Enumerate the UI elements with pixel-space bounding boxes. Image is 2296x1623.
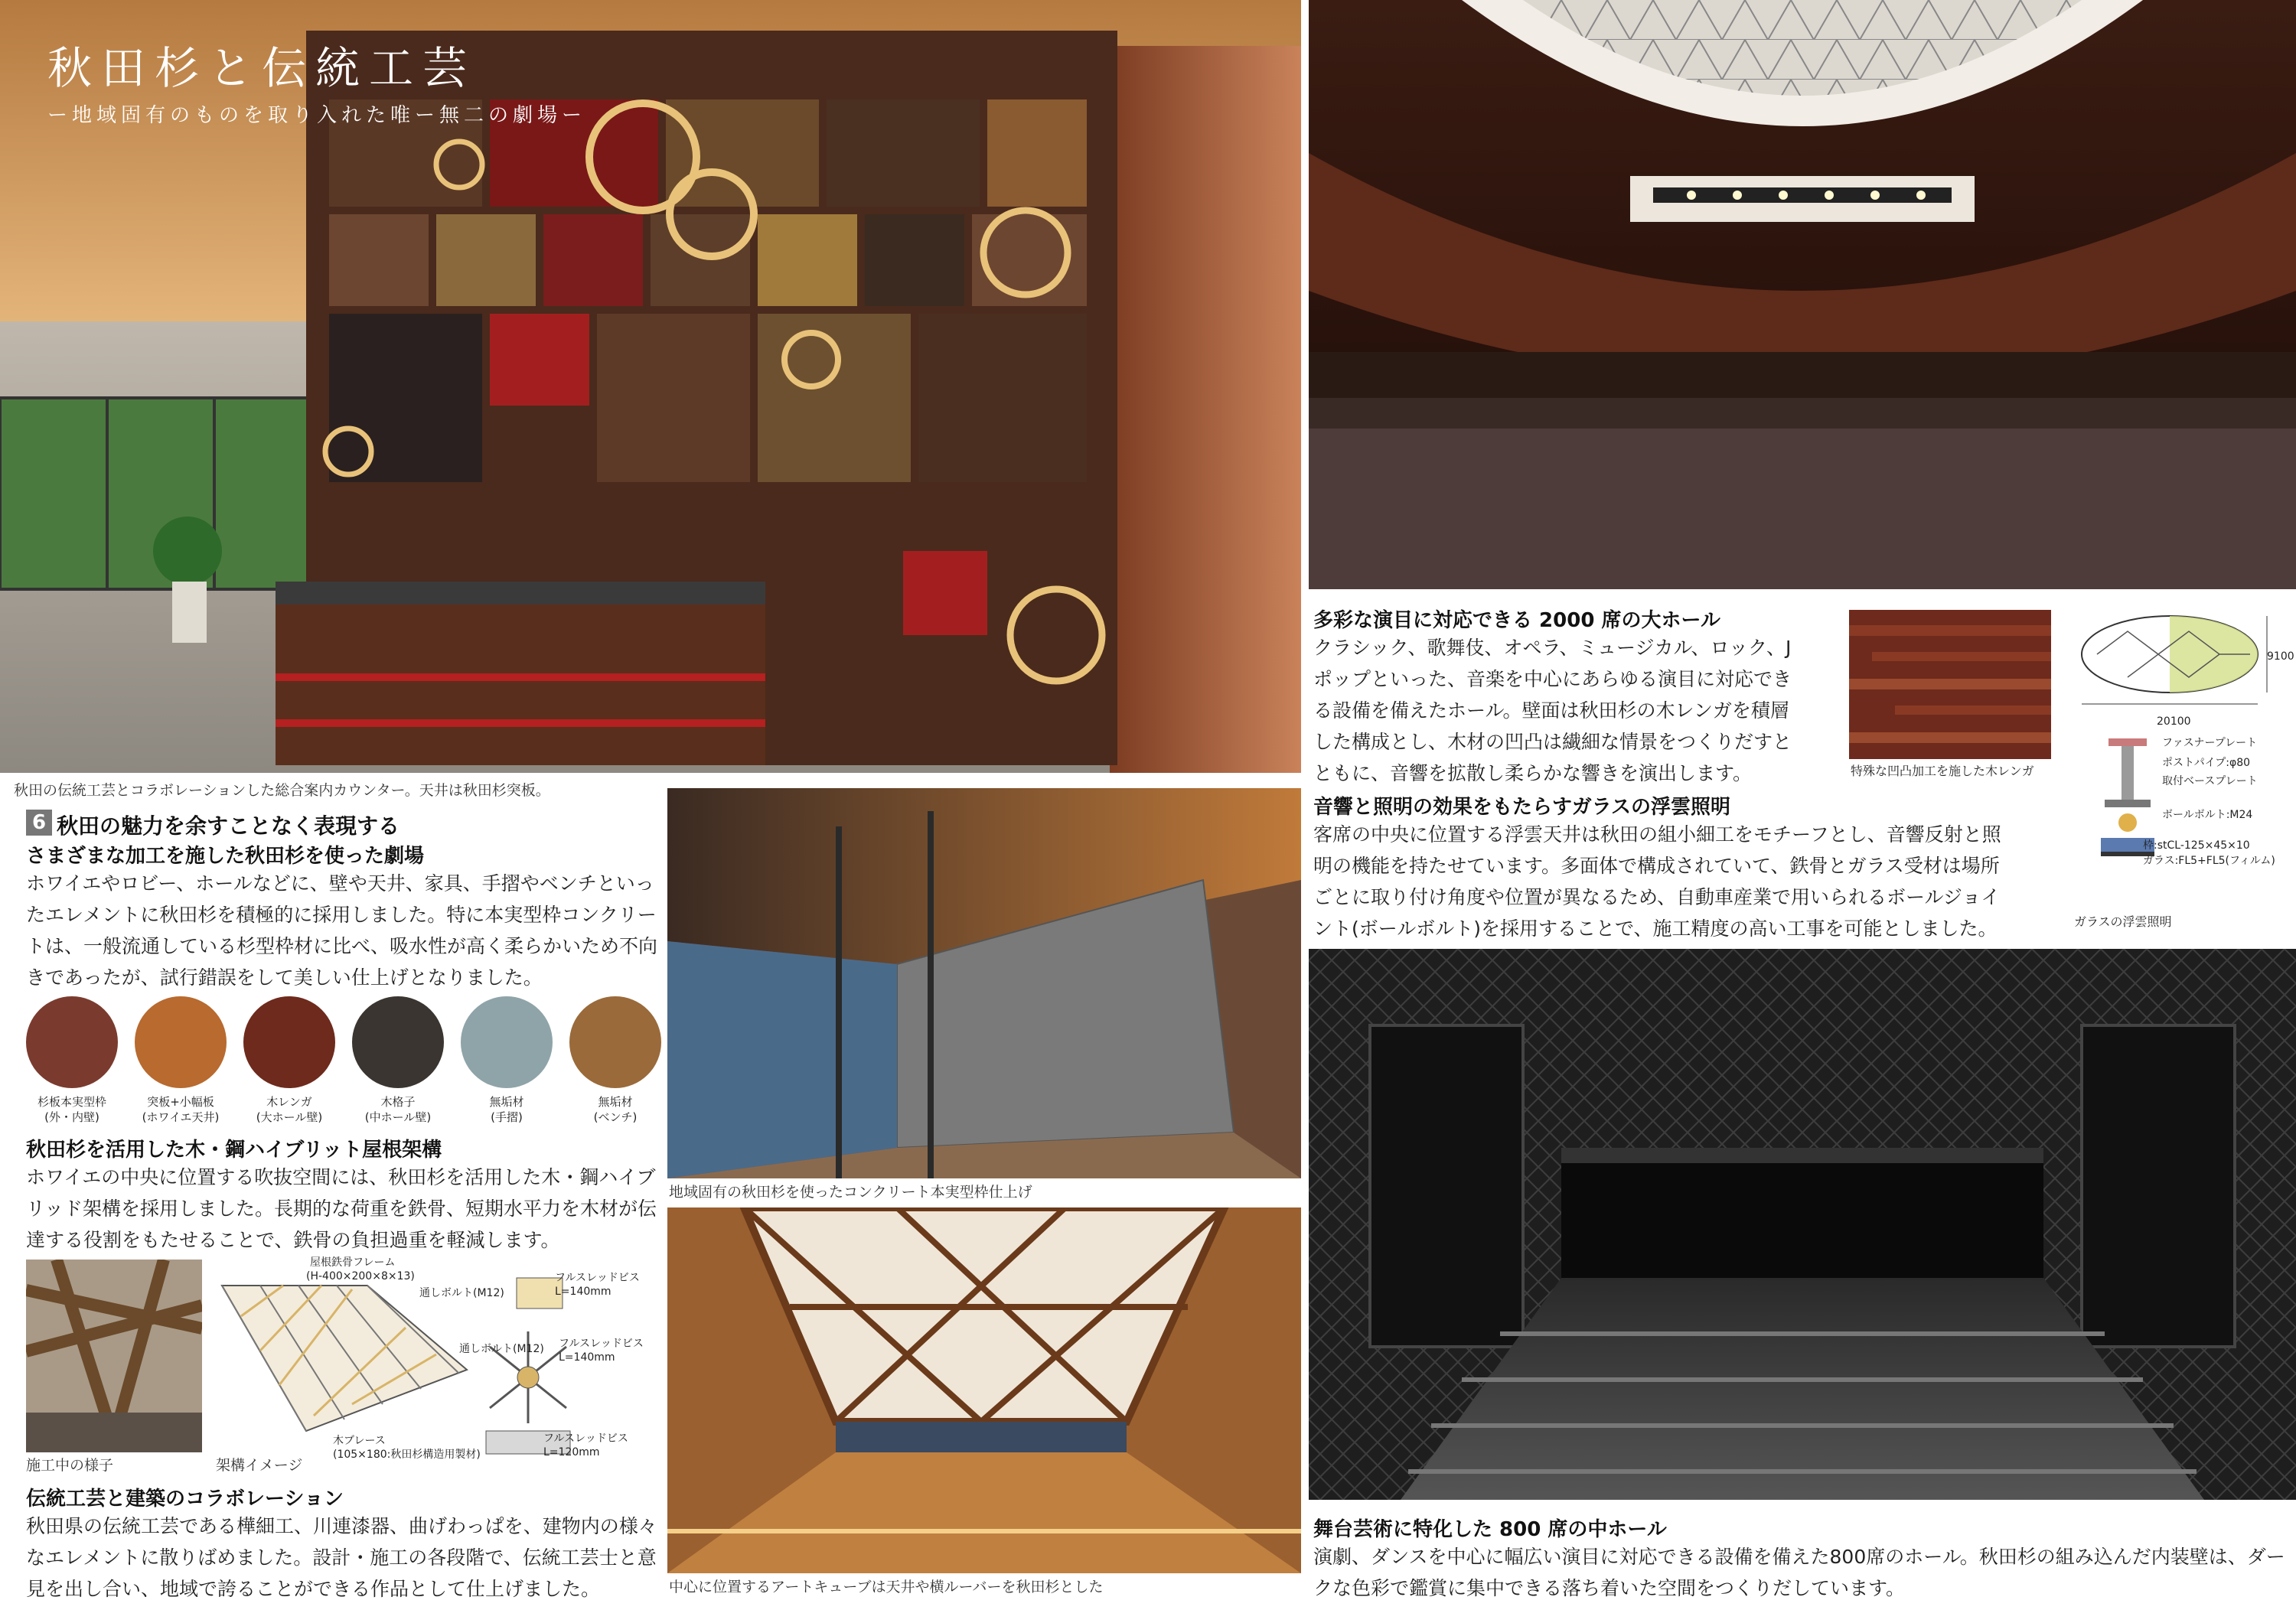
material-item [569, 996, 661, 1125]
section-title: 秋田の魅力を余すことなく表現する [57, 813, 400, 839]
label-brace-dim: (105×180:秋田杉構造用製材) [333, 1449, 481, 1461]
medium-hall-photo [1309, 949, 2296, 1500]
label-screw-2-len: L=140mm [559, 1351, 615, 1364]
wood-brick-illustration [1849, 610, 2051, 759]
material-sublabel: (中ホール壁) [364, 1110, 432, 1124]
label-roof-frame: 屋根鉄骨フレーム [310, 1256, 396, 1269]
caption-construction: 施工中の様子 [26, 1457, 114, 1474]
material-label: 突板+小幅板 [147, 1095, 214, 1109]
foyer-photo [667, 788, 1301, 1178]
glass-cloud-diagram [2066, 608, 2294, 930]
large-hall-photo [1309, 0, 2296, 589]
label-screw-1-len: L=140mm [555, 1286, 612, 1298]
dim-width: 20100 [2157, 715, 2191, 728]
art-cube-photo [667, 1207, 1301, 1573]
material-swatch [26, 996, 118, 1088]
large-hall-illustration [1309, 0, 2296, 589]
label-screw-3: フルスレッドビス [543, 1432, 628, 1445]
page-subtitle: ー地域固有のものを取り入れた唯ー無二の劇場ー [47, 104, 587, 127]
large-hall-text: クラシック、歌舞伎、オペラ、ミュージカル、ロック、J ポップといった、音楽を中心にあらゆる演目に対応できる設備を備えたホール。壁面は秋田杉の木レンガを積層した構成とし、木材の凹凸は繊細な情景をつくりだすとともに、音響を拡散し柔らかな響きを演出します。 [1313, 637, 1792, 784]
materials-row [26, 996, 663, 1126]
material-item [243, 996, 335, 1125]
label-fastener: ファスナープレート [2162, 737, 2258, 749]
material-swatch [569, 996, 661, 1088]
wood-brick-photo [1849, 610, 2051, 759]
material-label: 無垢材 [598, 1095, 633, 1109]
label-base-plate: 取付ベースプレート [2162, 775, 2258, 787]
construction-illustration [26, 1260, 202, 1452]
material-label: 木レンガ [266, 1095, 312, 1109]
material-label: 杉板本実型枠 [37, 1095, 106, 1109]
medium-hall-heading: 舞台芸術に特化した 800 席の中ホール [1313, 1518, 1667, 1541]
material-item [352, 996, 444, 1125]
label-bolt-2: 通しボルト(M12) [459, 1343, 544, 1355]
caption-counter: 秋田の伝統工芸とコラボレーションした総合案内カウンター。天井は秋田杉突板。 [14, 782, 550, 799]
material-swatch [461, 996, 553, 1088]
material-swatch [243, 996, 335, 1088]
dim-height: 9100 [2267, 650, 2294, 663]
art-cube-illustration [667, 1207, 1301, 1573]
large-hall-heading: 多彩な演目に対応できる 2000 席の大ホール [1313, 609, 1720, 632]
section-subheading-3: 伝統工芸と建築のコラボレーション [26, 1488, 344, 1511]
section-text-2: ホワイエの中央に位置する吹抜空間には、秋田杉を活用した木・鋼ハイブリッド架構を採用しました。長期的な荷重を鉄骨、短期水平力を木材が伝達する役割をもたせることで、鉄骨の負担過重を軽減します。 [26, 1166, 657, 1251]
label-frame: 枠:stCL-125×45×10 [2143, 839, 2250, 852]
page-title: 秋田杉と伝統工芸 [47, 42, 477, 94]
label-screw-2: フルスレッドビス [559, 1338, 644, 1350]
material-label: 木格子 [380, 1095, 416, 1109]
caption-art-cube: 中心に位置するアートキューブは天井や横ルーバーを秋田杉とした [669, 1579, 1104, 1595]
caption-foyer: 地域固有の秋田杉を使ったコンクリート本実型枠仕上げ [669, 1184, 1032, 1201]
construction-photo [26, 1260, 202, 1452]
material-sublabel: (外・内壁) [44, 1110, 99, 1124]
label-post-pipe: ポストパイプ:φ80 [2162, 757, 2251, 769]
label-brace: 木ブレース [333, 1435, 386, 1447]
material-item [135, 996, 227, 1125]
medium-hall-illustration [1309, 949, 2296, 1500]
caption-wood-brick: 特殊な凹凸加工を施した木レンガ [1851, 764, 2034, 778]
label-roof-frame-dim: (H-400×200×8×13) [306, 1270, 415, 1282]
section-text-1: ホワイエやロビー、ホールなどに、壁や天井、家具、手摺やベンチといったエレメントに秋田杉を積極的に採用しました。特に本実型枠コンクリートは、一般流通している杉型枠材に比べ、吸水性が高く柔らかいため不向きであったが、試行錯誤をして美しい仕上げとなりました。 [26, 872, 658, 989]
label-screw-1: フルスレッドビス [555, 1272, 640, 1284]
material-sublabel: (大ホール壁) [256, 1110, 323, 1124]
material-item [461, 996, 553, 1125]
label-bolt-1: 通しボルト(M12) [419, 1287, 504, 1299]
section-subheading-2: 秋田杉を活用した木・鋼ハイブリット屋根架構 [26, 1139, 442, 1162]
medium-hall-text: 演劇、ダンスを中心に幅広い演目に対応できる設備を備えた800席のホール。秋田杉の組み込んだ内装壁は、ダークな色彩で鑑賞に集中できる落ち着いた空間をつくりだしています。 [1313, 1546, 2285, 1599]
frame-diagram [214, 1255, 666, 1477]
section-badge: 6 [26, 810, 52, 836]
caption-frame: 架構イメージ [216, 1457, 303, 1474]
material-item [26, 996, 118, 1125]
glass-lighting-heading: 音響と照明の効果をもたらすガラスの浮雲照明 [1313, 796, 1730, 819]
section-subheading-1: さまざまな加工を施した秋田杉を使った劇場 [26, 845, 425, 868]
label-ball-bolt: ボールボルト:M24 [2162, 809, 2253, 821]
material-swatch [352, 996, 444, 1088]
section-text-3: 秋田県の伝統工芸である樺細工、川連漆器、曲げわっぱを、建物内の様々なエレメントに散りばめました。設計・施工の各段階で、伝統工芸士と意見を出し合い、地域で誇ることができる作品として仕上げました。 [26, 1515, 657, 1600]
glass-cloud-plan-illustration [2066, 608, 2288, 712]
label-glass: ガラス:FL5+FL5(フィルム) [2143, 855, 2275, 867]
label-screw-3-len: L=120mm [543, 1446, 600, 1458]
material-sublabel: (ベンチ) [593, 1110, 638, 1124]
material-swatch [135, 996, 227, 1088]
material-label: 無垢材 [489, 1095, 524, 1109]
glass-lighting-text: 客席の中央に位置する浮雲天井は秋田の組小細工をモチーフとし、音響反射と照明の機能を持たせています。多面体で構成されていて、鉄骨とガラス受材は場所ごとに取り付け角度や位置が異なるため、自動車産業で用いられるボールジョイント(ボールボルト)を採用することで、施工精度の高い工事を可能としました。 [1313, 823, 2001, 940]
foyer-illustration [667, 788, 1301, 1178]
material-sublabel: (手摺) [491, 1110, 523, 1124]
caption-glass: ガラスの浮雲照明 [2074, 914, 2172, 929]
material-sublabel: (ホワイエ天井) [142, 1110, 220, 1124]
